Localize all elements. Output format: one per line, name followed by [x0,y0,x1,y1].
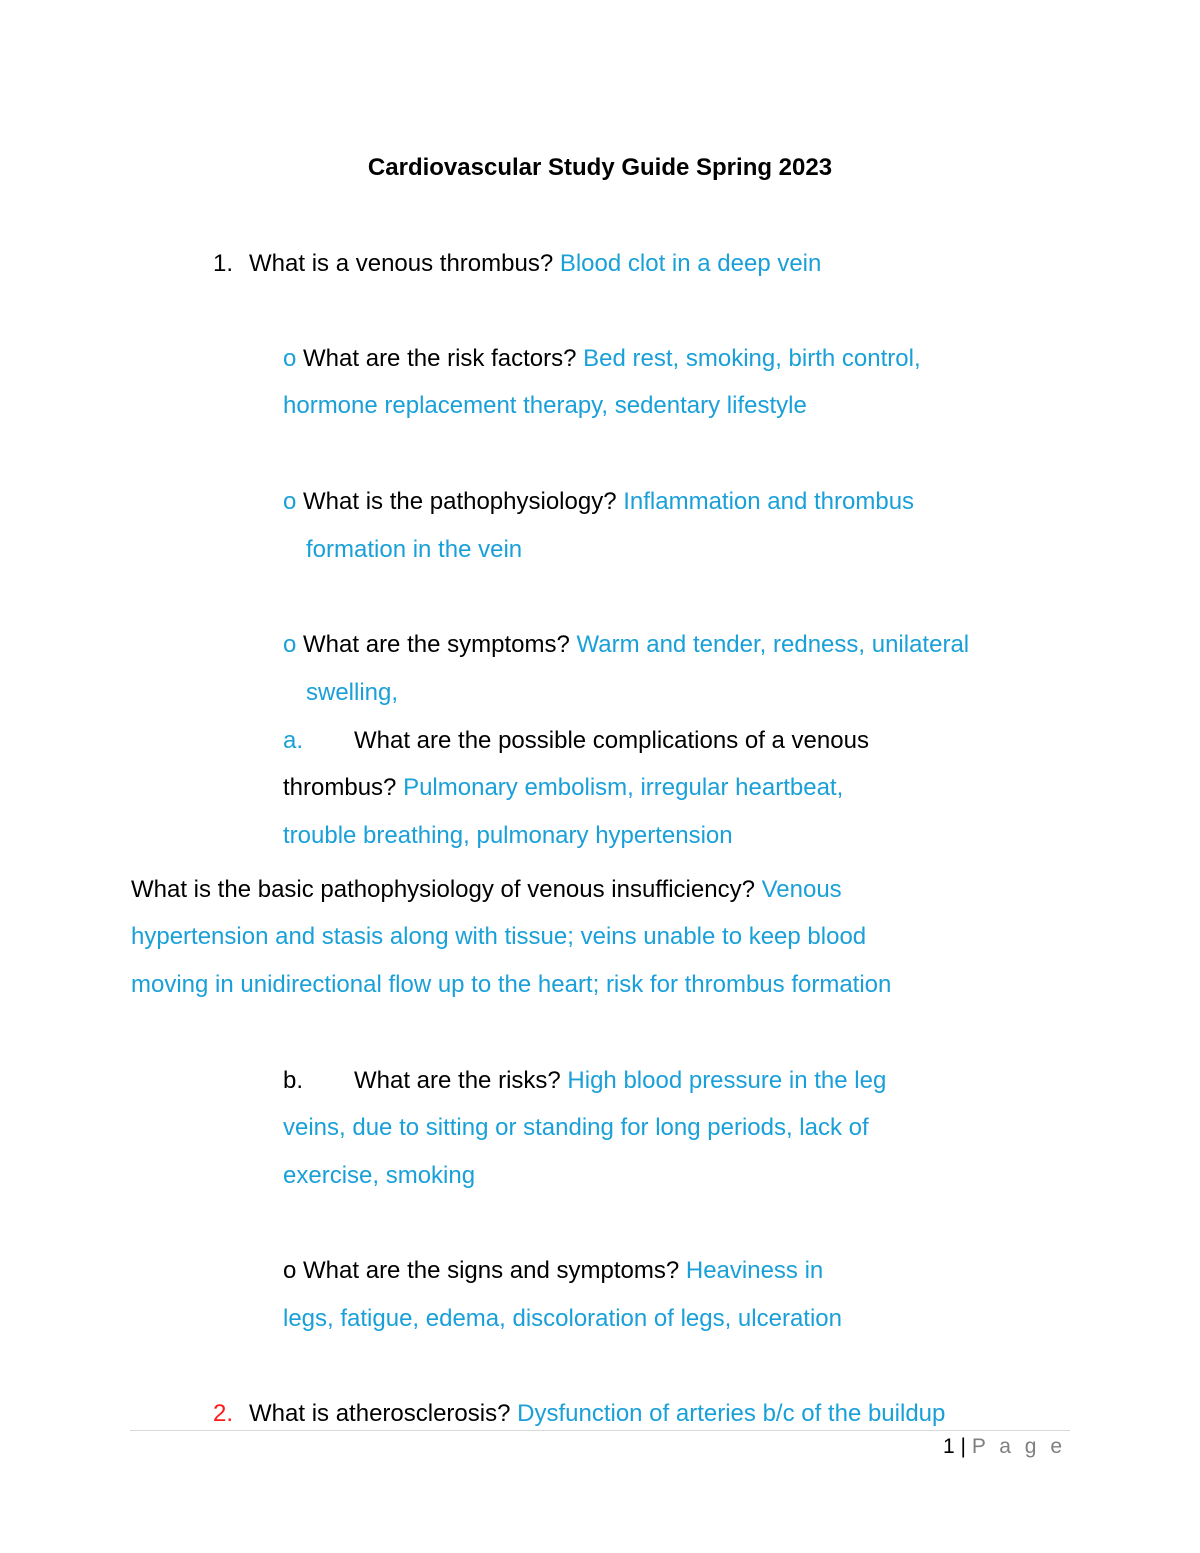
answer-continuation: moving in unidirectional flow up to the heart; risk for thrombus formation [131,971,892,998]
question-text: What are the risks? [354,1067,561,1094]
bullet-marker: o [283,1257,297,1284]
list-letter: b. [283,1067,304,1094]
signs-symptoms-item [283,1255,823,1287]
question-1 [213,248,821,280]
question-text: What are the signs and symptoms? [303,1257,680,1284]
venous-insufficiency-item [131,874,842,906]
answer-continuation: exercise, smoking [283,1162,476,1189]
question-text: What are the possible complications of a venous [354,727,869,754]
question-text: What are the symptoms? [303,631,570,658]
question-number: 1. [213,250,234,277]
answer-text: Pulmonary embolism, irregular heartbeat, [403,774,844,801]
pathophysiology-item [283,486,914,518]
question-text: thrombus? [283,774,397,801]
page-label: P a g e [971,1435,1066,1458]
answer-text: Heaviness in [685,1257,824,1284]
question-text: What is the basic pathophysiology of venous insufficiency? [131,876,755,903]
bullet-marker: o [283,345,297,372]
question-text: What is atherosclerosis? [249,1400,511,1427]
answer-continuation: hypertension and stasis along with tissue; veins unable to keep blood [131,923,867,950]
question-number: 2. [213,1400,234,1427]
question-text: What is a venous thrombus? [249,250,554,277]
bullet-marker: o [283,488,297,515]
page-footer [943,1434,1066,1460]
question-2 [213,1398,945,1430]
symptoms-item [283,629,969,661]
footer-divider [130,1430,1070,1431]
footer-separator: | [960,1435,966,1458]
question-text: What is the pathophysiology? [303,488,617,515]
answer-continuation: swelling, [306,679,399,706]
answer-text: Blood clot in a deep vein [559,250,822,277]
complications-continuation [283,772,843,804]
document-title: Cardiovascular Study Guide Spring 2023 [367,154,833,181]
bullet-marker: o [283,631,297,658]
answer-text: Venous [761,876,842,903]
risks-item [283,1065,886,1097]
risk-factors-item [283,343,921,375]
answer-continuation: legs, fatigue, edema, discoloration of legs, ulceration [283,1305,842,1332]
answer-text: Dysfunction of arteries b/c of the buildup [517,1400,946,1427]
answer-text: Bed rest, smoking, birth control, [583,345,921,372]
answer-continuation: hormone replacement therapy, sedentary lifestyle [283,392,807,419]
page-number: 1 [942,1435,955,1458]
complications-item [283,725,869,757]
list-letter: a. [283,727,304,754]
answer-text: High blood pressure in the leg [567,1067,887,1094]
answer-continuation: veins, due to sitting or standing for long periods, lack of [283,1114,869,1141]
question-text: What are the risk factors? [303,345,577,372]
answer-text: Warm and tender, redness, unilateral [576,631,970,658]
answer-continuation: trouble breathing, pulmonary hypertension [283,822,733,849]
answer-continuation: formation in the vein [306,536,523,563]
answer-text: Inflammation and thrombus [623,488,915,515]
